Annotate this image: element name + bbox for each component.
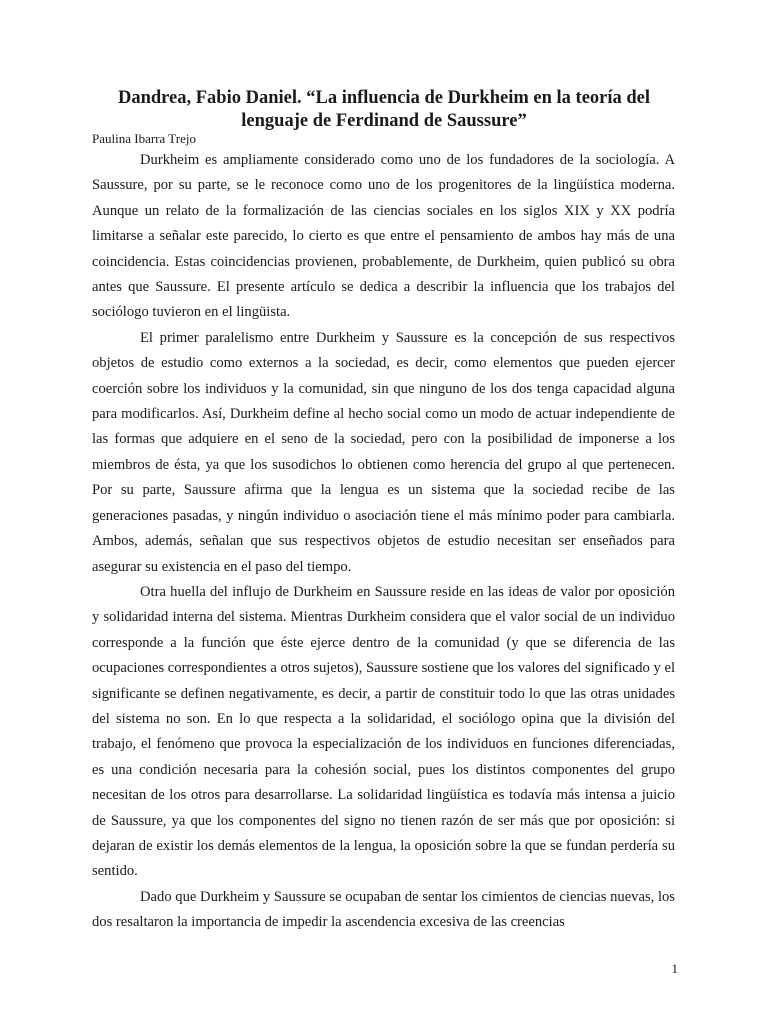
paragraph-1: Durkheim es ampliamente considerado como uno de los fundadores de la sociología. A Saussure, por su parte, se le reconoce como uno de los progenitores de la lingüística moderna. Aunque un relato de la formalización de las ciencias sociales en los siglos XIX y XX podría limitarse a señalar este parecido, lo cierto es que entre el pensamiento de ambos hay más de una coincidencia. Estas coincidencias provienen, probablemente, de Durkheim, quien publicó su obra antes que Saussure. El presente artículo se dedica a describir la influencia que los trabajos del sociólogo tuvieron en el lingüista. — [92, 152, 675, 321]
paragraph-4: Dado que Durkheim y Saussure se ocupaban de sentar los cimientos de ciencias nuevas, los dos resaltaron la importancia de impedir la ascendencia excesiva de las creencias — [92, 888, 675, 931]
document-title: Dandrea, Fabio Daniel. “La influencia de Durkheim en la teoría del lenguaje de Ferdinand de Saussure” — [117, 88, 651, 131]
paragraph-3: Otra huella del influjo de Durkheim en Saussure reside en las ideas de valor por oposición y solidaridad interna del sistema. Mientras Durkheim considera que el valor social de un individuo corresponde a la función que éste ejerce dentro de la comunidad (y que se diferencia de las ocupaciones correspondientes a otros sujetos), Saussure sostiene que los valores del significado y el significante se definen negativamente, es decir, a partir de constituir todo lo que las otras unidades del sistema no son. En lo que respecta a la solidaridad, el sociólogo opina que la división del trabajo, el fenómeno que provoca la especialización de los individuos en funciones diferenciadas, es una condición necesaria para la cohesión social, pues los distintos componentes del grupo necesitan de los otros para desarrollarse. La solidaridad lingüística es todavía más intensa a juicio de Saussure, ya que los componentes del signo no tienen razón de ser más que por oposición: si dejaran de existir los demás elementos de la lengua, la oposición sobre la que se fundan perdería su sentido. — [92, 583, 675, 880]
paragraph-2: El primer paralelismo entre Durkheim y Saussure es la concepción de sus respectivos objetos de estudio como externos a la sociedad, es decir, como elementos que pueden ejercer coerción sobre los individuos y la comunidad, sin que ninguno de los dos tenga capacidad alguna para modificarlos. Así, Durkheim define al hecho social como un modo de actuar independiente de las formas que adquiere en el seno de la sociedad, pero con la posibilidad de imponerse a los miembros de ésta, ya que los susodichos lo obtienen como herencia del grupo al que pertenecen. Por su parte, Saussure afirma que la lengua es un sistema que la sociedad recibe de las generaciones pasadas, y ningún individuo o asociación tiene el más mínimo poder para cambiarla. Ambos, además, señalan que sus respectivos objetos de estudio necesitan ser enseñados para asegurar su existencia en el paso del tiempo. — [92, 329, 675, 575]
author-name: Paulina Ibarra Trejo — [92, 131, 196, 146]
page-number: 1 — [671, 961, 678, 976]
body-text — [92, 148, 675, 936]
